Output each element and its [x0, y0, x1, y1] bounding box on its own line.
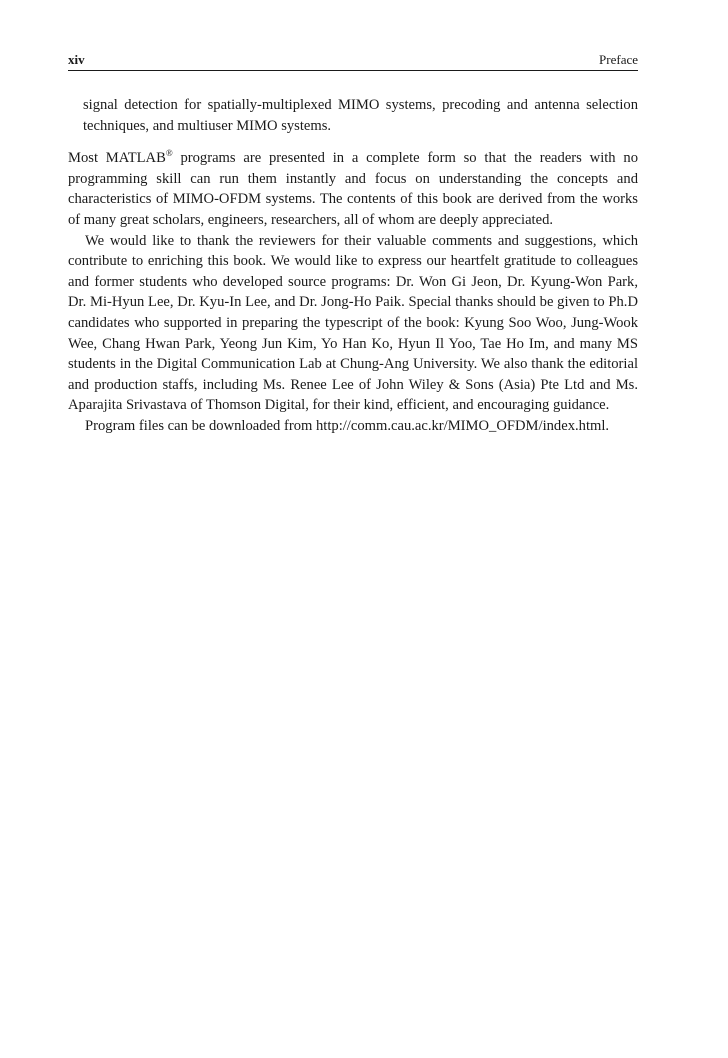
- section-title: Preface: [599, 52, 638, 67]
- registered-mark: ®: [165, 148, 173, 159]
- book-page: [68, 52, 638, 437]
- list-continuation-text: signal detection for spatially-multiplexed MIMO systems, precoding and antenna selection techniques, and multiuser MIMO systems.: [83, 97, 638, 134]
- paragraph-rest: programs are presented in a complete form so that the readers with no programming skill can run them instantly and focus on understanding the concepts and characteristics of MIMO-OFDM systems. The contents of this book are derived from the works of many great scholars, engineers, researchers, all of whom are deeply appreciated.: [68, 150, 638, 228]
- paragraph-lead: Most MATLAB: [68, 150, 166, 167]
- body-text: [68, 95, 638, 437]
- paragraph-acknowledgements: We would like to thank the reviewers for their valuable comments and suggestions, which contribute to enriching this book. We would like to express our heartfelt gratitude to colleagues and former students who developed source programs: Dr. Won Gi Jeon, Dr. Kyung-Won Park, Dr. Mi-Hyun Lee, Dr. Kyu-In Lee, and Dr. Jong-Ho Paik. Special thanks should be given to Ph.D candidates who supported in preparing the typescript of the book: Kyung Soo Woo, Jung-Wook Wee, Chang Hwan Park, Yeong Jun Kim, Yo Han Ko, Hyun Il Yoo, Tae Ho Im, and many MS students in the Digital Communication Lab at Chung-Ang University. We also thank the editorial and production staffs, including Ms. Renee Lee of John Wiley & Sons (Asia) Pte Ltd and Ms. Aparajita Srivastava of Thomson Digital, for their kind, efficient, and encouraging guidance.: [68, 232, 638, 414]
- paragraph-matlab-programs: [68, 148, 638, 230]
- page-number: xiv: [68, 52, 85, 67]
- paragraph-program-files: Program files can be downloaded from http://comm.cau.ac.kr/MIMO_OFDM/index.html.: [85, 417, 610, 434]
- running-header: [68, 52, 638, 71]
